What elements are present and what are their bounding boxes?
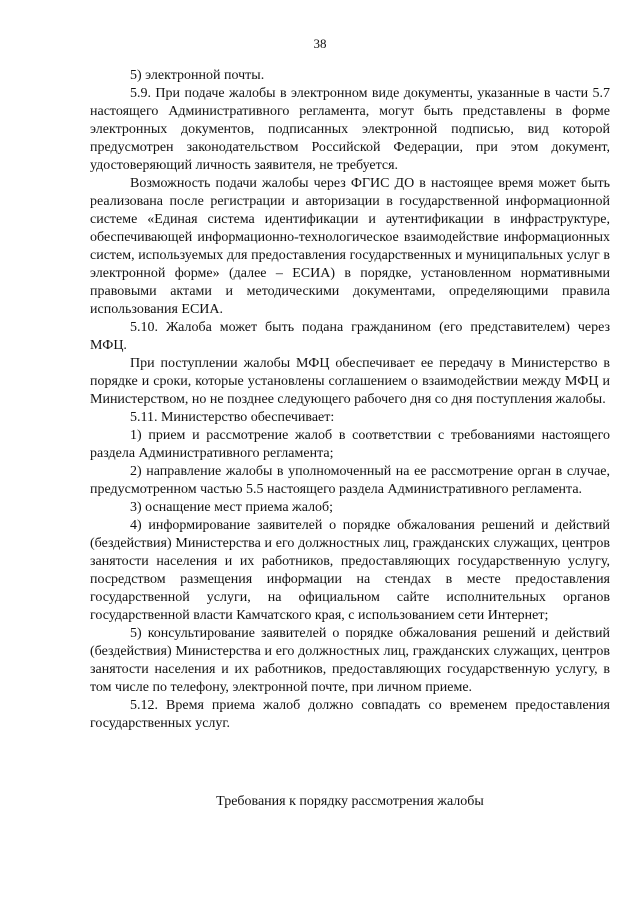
paragraph: 4) информирование заявителей о порядке обжалования решений и действий (бездействия) Министерства и его должностных лиц, гражданских служащих, центров занятости населения и их работников, предоставляющих государственную услугу, посредством размещения информации на стендах в месте предоставления государственной услуги, на официальном сайте исполнительных органов государственной власти Камчатского края, с использованием сети Интернет; <box>90 518 610 623</box>
paragraph: 2) направление жалобы в уполномоченный на ее рассмотрение орган в случае, предусмотренном частью 5.5 настоящего раздела Административного регламента. <box>90 464 610 497</box>
paragraph: При поступлении жалобы МФЦ обеспечивает ее передачу в Министерство в порядке и сроки, которые установлены соглашением о взаимодействии между МФЦ и Министерством, но не позднее следующего рабочего дня со дня поступления жалобы. <box>90 356 610 407</box>
paragraph: 5.10. Жалоба может быть подана гражданином (его представителем) через МФЦ. <box>90 320 610 353</box>
paragraph: 5.11. Министерство обеспечивает: <box>130 410 335 425</box>
paragraph: 5.12. Время приема жалоб должно совпадать со временем предоставления государственных услуг. <box>90 698 610 731</box>
paragraph: Возможность подачи жалобы через ФГИС ДО в настоящее время может быть реализована после регистрации и авторизации в государственной информационной системе «Единая система идентификации и аутентификации в инфраструктуре, обеспечивающей информационно-технологическое взаимодействие информационных систем, используемых для предоставления государственных и муниципальных услуг в электронной форме» (далее – ЕСИА) в порядке, установленном нормативными правовыми актами и методическими документами, определяющими правила использования ЕСИА. <box>90 176 610 317</box>
page-number: 38 <box>313 36 327 51</box>
paragraph: 5) консультирование заявителей о порядке обжалования решений и действий (бездействия) Министерства и его должностных лиц, гражданских служащих, центров занятости населения и их работников, предоставляющих государственную услугу, в том числе по телефону, электронной почте, при личном приеме. <box>90 626 610 695</box>
paragraph: 5) электронной почты. <box>130 68 265 83</box>
section-heading: Требования к порядку рассмотрения жалобы <box>216 794 484 809</box>
paragraph: 1) прием и рассмотрение жалоб в соответствии с требованиями настоящего раздела Административного регламента; <box>90 428 610 461</box>
paragraph: 3) оснащение мест приема жалоб; <box>130 500 334 515</box>
paragraph: 5.9. При подаче жалобы в электронном виде документы, указанные в части 5.7 настоящего Административного регламента, могут быть представлены в форме электронных документов, подписанных электронной подписью, вид которой предусмотрен законодательством Российской Федерации, при этом документ, удостоверяющий личность заявителя, не требуется. <box>90 86 610 173</box>
document-body <box>90 67 610 733</box>
